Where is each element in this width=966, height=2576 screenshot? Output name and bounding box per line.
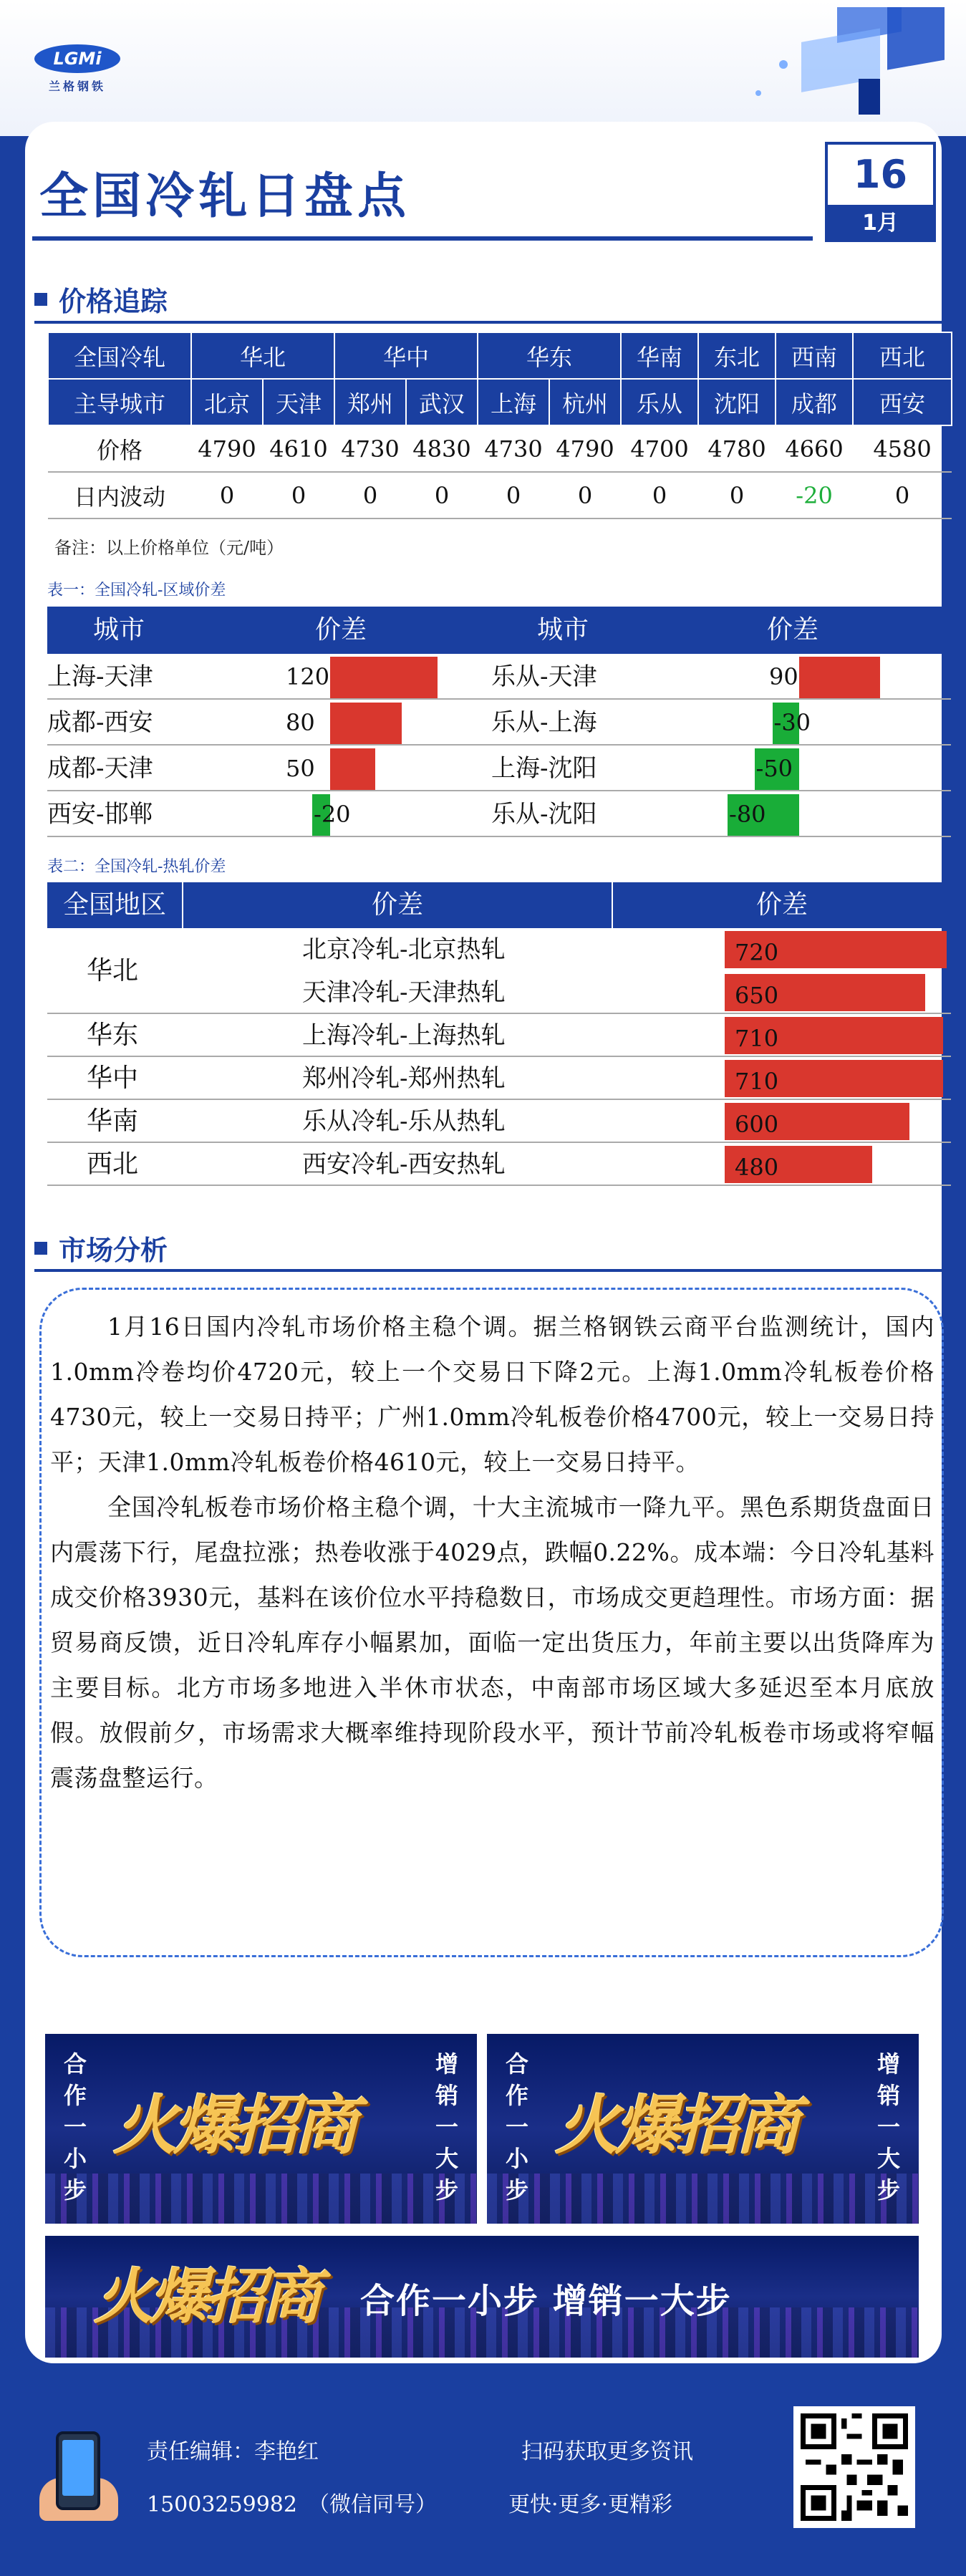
table2-pair: 乐从冷轧-乐从热轧: [302, 1107, 506, 1136]
city-cell: 武汉: [406, 379, 478, 425]
price-cell: 4700: [621, 425, 698, 472]
ad-banner-left[interactable]: [45, 2034, 477, 2224]
price-cell: 4780: [698, 425, 776, 472]
date-badge: [825, 142, 936, 242]
table2-pair: 北京冷轧-北京热轧: [302, 935, 506, 964]
region-cell: 西南: [776, 332, 853, 379]
price-table: [47, 332, 952, 519]
city-cell: 沈阳: [698, 379, 776, 425]
table1-row: [47, 791, 951, 837]
section-price-divider: [34, 321, 955, 324]
qr-code-icon[interactable]: [793, 2406, 915, 2528]
spread-city-pair: 乐从-天津: [491, 662, 597, 691]
logo-subtitle: 兰格钢铁: [48, 79, 106, 93]
spread-bar: [330, 748, 375, 790]
table1-header-city: 城市: [536, 615, 589, 645]
city-cell: 成都: [776, 379, 853, 425]
price-table-city-row: [48, 379, 952, 425]
price-note: 备注：以上价格单位（元/吨）: [54, 538, 284, 558]
ad-banner-wide[interactable]: [45, 2236, 919, 2358]
spread-bar: [330, 657, 438, 698]
market-analysis-box: [39, 1288, 944, 1957]
table2-region-cell: 华北: [47, 928, 951, 1014]
spread-value: 600: [735, 1111, 779, 1138]
ad-banner-right[interactable]: [487, 2034, 919, 2224]
table2-header-region: 全国地区: [47, 882, 183, 928]
city-cell: 杭州: [549, 379, 621, 425]
spread-city-pair: 成都-天津: [47, 754, 153, 783]
section-price-title: 价格追踪: [59, 286, 168, 317]
price-cell: 4580: [853, 425, 952, 472]
price-table-region-row: [48, 332, 952, 379]
spread-value: 50: [286, 755, 315, 782]
spread-value: 120: [286, 663, 330, 690]
banner-slogan-right: 增销一大步: [435, 2050, 458, 2204]
table2-pair: 郑州冷轧-郑州热轧: [302, 1064, 506, 1093]
change-cell: 0: [549, 472, 621, 518]
spread-value: 90: [769, 663, 798, 690]
spread-value: -20: [314, 801, 351, 828]
spread-bar: [799, 657, 880, 698]
price-cell: 4730: [334, 425, 406, 472]
footer-slogan: 更快·更多·更精彩: [508, 2492, 673, 2517]
change-cell: 0: [621, 472, 698, 518]
region-cell: 全国冷轧: [48, 332, 191, 379]
change-cell: 0: [406, 472, 478, 518]
change-cell: 0: [478, 472, 549, 518]
analysis-paragraph: 全国冷轧板卷市场价格主稳个调，十大主流城市一降九平。黑色系期货盘面日内震荡下行，尾盘拉涨；热卷收涨于4029点，跌幅0.22%。成本端：今日冷轧基料成交价格3930元，基料在该价位水平持稳数日，市场成交更趋理性。市场方面：据贸易商反馈，近日冷轧库存小幅累加，面临一定出货压力，年前主要以出货降库为主要目标。北方市场多地进入半休市状态，中南部市场区域大多延迟至本月底放假。放假前夕，市场需求大概率维持现阶段水平，预计节前冷轧板卷市场或将窄幅震荡盘整运行。: [50, 1493, 934, 1792]
spread-value: 710: [735, 1025, 779, 1052]
table2-header-spread: 价差: [613, 882, 951, 928]
price-row: [48, 425, 952, 472]
table2-region-cell: 华东: [47, 1014, 951, 1057]
city-cell: 北京: [191, 379, 263, 425]
table1-header-spread: 价差: [766, 615, 818, 645]
change-cell: 0: [191, 472, 263, 518]
square-bullet-icon: [34, 293, 47, 306]
banner-slogan-left: 合作一小步: [505, 2050, 528, 2204]
section-market-title: 市场分析: [59, 1235, 168, 1266]
city-cell: 西安: [853, 379, 952, 425]
region-cell: 华东: [478, 332, 621, 379]
region-cell: 华中: [334, 332, 478, 379]
city-cell: 乐从: [621, 379, 698, 425]
price-cell: 4610: [263, 425, 334, 472]
change-cell: 0: [334, 472, 406, 518]
change-row-label: 日内波动: [48, 472, 191, 518]
change-cell: -20: [776, 472, 853, 518]
price-cell: 4660: [776, 425, 853, 472]
footer-editor: 责任编辑：李艳红: [147, 2439, 319, 2464]
title-divider: [32, 236, 813, 241]
city-cell: 天津: [263, 379, 334, 425]
banner-slogan: 合作一小步 增销一大步: [360, 2281, 732, 2321]
table2-pair: 天津冷轧-天津热轧: [302, 978, 506, 1007]
table2-pair: 西安冷轧-西安热轧: [302, 1150, 506, 1179]
spread-city-pair: 上海-沈阳: [491, 754, 597, 783]
price-cell: 4790: [549, 425, 621, 472]
phone-icon: [56, 2431, 100, 2510]
spread-value: -80: [729, 801, 766, 828]
city-skyline-graphic: [45, 2174, 477, 2224]
price-row-label: 价格: [48, 425, 191, 472]
price-cell: 4730: [478, 425, 549, 472]
spread-city-pair: 西安-邯郸: [47, 800, 153, 829]
footer-scan-hint: 扫码获取更多资讯: [521, 2439, 693, 2464]
brand-logo: [34, 44, 120, 93]
spread-value: 480: [735, 1154, 779, 1181]
spread-value: 710: [735, 1068, 779, 1095]
spread-city-pair: 成都-西安: [47, 708, 153, 737]
table1-header-spread: 价差: [314, 615, 367, 645]
city-cell: 郑州: [334, 379, 406, 425]
footer-phone: 15003259982 （微信同号）: [147, 2492, 437, 2517]
table2-region-cell: 西北: [47, 1143, 951, 1186]
table2-caption: 表二：全国冷轧-热轧价差: [47, 858, 226, 876]
city-row-label: 主导城市: [48, 379, 191, 425]
banner-headline: 火爆招商: [555, 2088, 796, 2163]
logo-mark: LGMi: [34, 44, 120, 73]
price-cell: 4790: [191, 425, 263, 472]
spread-city-pair: 乐从-上海: [491, 708, 597, 737]
table2-header-spread: 价差: [183, 882, 613, 928]
spread-value: -30: [773, 709, 811, 736]
change-cell: 0: [698, 472, 776, 518]
table1-row: [47, 654, 951, 700]
date-day: 16: [853, 152, 908, 197]
table2-region-cell: 华南: [47, 1100, 951, 1143]
square-bullet-icon: [34, 1242, 47, 1255]
spread-value: 80: [286, 709, 315, 736]
table1-caption: 表一：全国冷轧-区域价差: [47, 582, 226, 599]
spread-value: 720: [735, 939, 779, 966]
region-cell: 西北: [853, 332, 952, 379]
date-month: 1月: [828, 205, 933, 242]
banner-headline: 火爆招商: [94, 2261, 318, 2332]
banner-slogan-left: 合作一小步: [63, 2050, 87, 2204]
region-cell: 东北: [698, 332, 776, 379]
change-row: [48, 472, 952, 518]
table1-header-city: 城市: [92, 615, 145, 645]
section-market-heading: [34, 1228, 168, 1268]
table2-region-cell: 华中: [47, 1057, 951, 1100]
region-cell: 华南: [621, 332, 698, 379]
spread-value: 650: [735, 982, 779, 1009]
table1-row: [47, 746, 951, 791]
city-skyline-graphic: [487, 2174, 919, 2224]
table2-pair: 上海冷轧-上海热轧: [302, 1021, 506, 1050]
page-title: 全国冷轧日盘点: [39, 168, 411, 225]
table1-row: [47, 700, 951, 746]
banner-headline: 火爆招商: [113, 2088, 354, 2163]
change-cell: 0: [853, 472, 952, 518]
spread-bar: [330, 703, 402, 744]
tech-decoration-icon: [715, 7, 952, 129]
spread-value: -50: [755, 755, 793, 782]
section-price-heading: [34, 279, 168, 319]
banner-slogan-right: 增销一大步: [876, 2050, 900, 2204]
price-cell: 4830: [406, 425, 478, 472]
spread-city-pair: 乐从-沈阳: [491, 800, 597, 829]
spread-city-pair: 上海-天津: [47, 662, 153, 691]
city-cell: 上海: [478, 379, 549, 425]
section-market-divider: [34, 1269, 955, 1272]
region-cell: 华北: [191, 332, 334, 379]
analysis-paragraph: 1月16日国内冷轧市场价格主稳个调。据兰格钢铁云商平台监测统计，国内1.0mm冷卷均价4720元，较上一个交易日下降2元。上海1.0mm冷轧板卷价格4730元，较上一交易日持平；广州1.0mm冷轧板卷价格4700元，较上一交易日持平；天津1.0mm冷轧板卷价格4610元，较上一交易日持平。: [50, 1313, 934, 1476]
change-cell: 0: [263, 472, 334, 518]
